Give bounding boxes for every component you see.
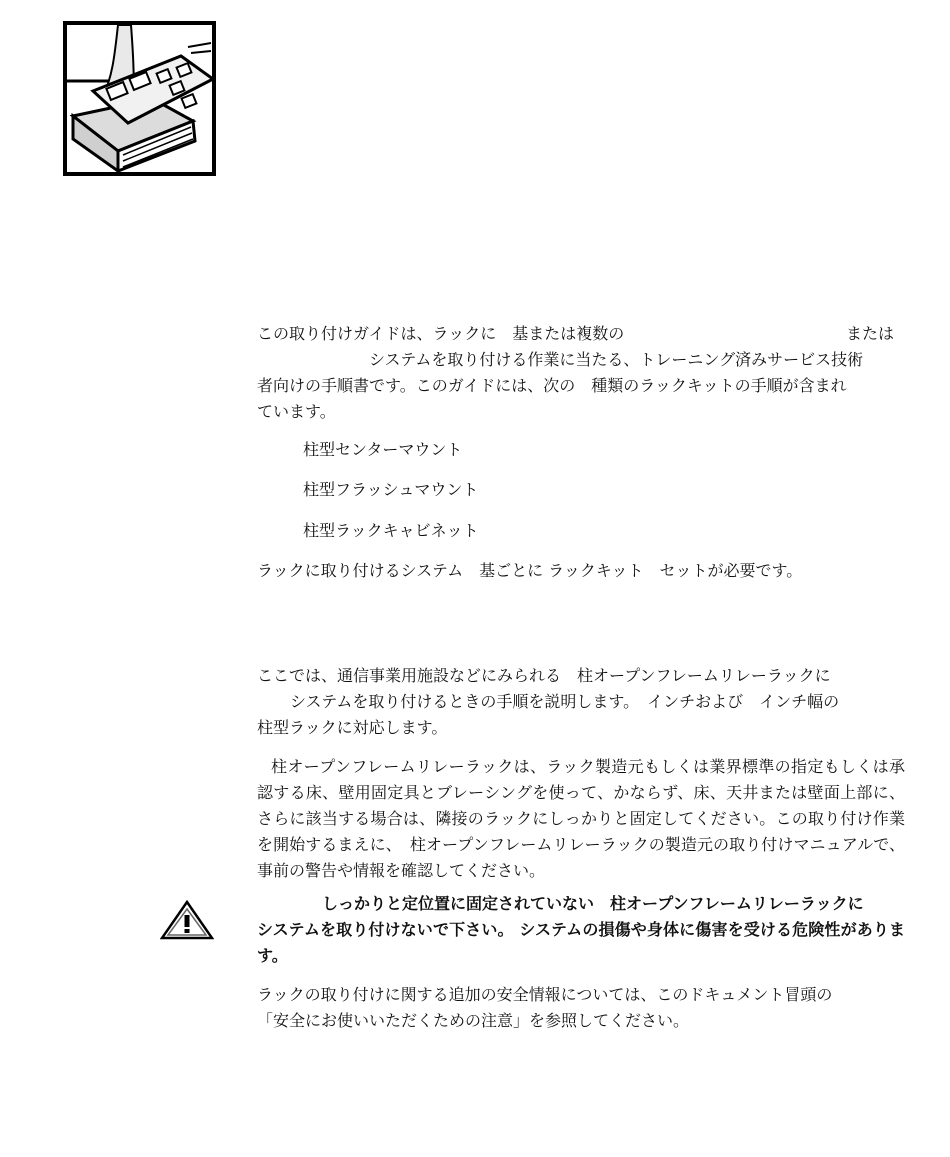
safety-note-line-2: 「安全にお使いいただくための注意」を参照してください。 bbox=[257, 1011, 690, 1030]
kit-item: 柱型センターマウント bbox=[303, 440, 463, 459]
intro-line-1a: この取り付けガイドは、ラックに 基または複数の bbox=[257, 324, 625, 343]
relay-intro-line-1: ここでは、通信事業用施設などにみられる 柱オープンフレームリレーラックに bbox=[257, 666, 831, 685]
kit-item: 柱型フラッシュマウント bbox=[303, 480, 479, 499]
kit-note: ラックに取り付けるシステム 基ごとに ラックキット セットが必要です。 bbox=[257, 561, 803, 580]
warning-text: システムを取り付けないで下さい。 システムの損傷や身体に傷害を受ける危険性があります。 bbox=[257, 920, 905, 965]
intro-line-1b: または bbox=[846, 324, 895, 343]
safety-note-line-1: ラックの取り付けに関する追加の安全情報については、このドキュメント冒頭の bbox=[257, 985, 833, 1004]
book-and-circuit-board-icon bbox=[63, 21, 216, 176]
relay-intro-line-2: システムを取り付けるときの手順を説明します。 インチおよび インチ幅の bbox=[290, 692, 840, 711]
warning-triangle-icon bbox=[160, 900, 214, 940]
relay-intro-line-3: 柱型ラックに対応します。 bbox=[257, 718, 448, 737]
intro-line-2: システムを取り付ける作業に当たる、トレーニング済みサービス技術 bbox=[369, 350, 864, 369]
intro-line-3: 者向けの手順書です。このガイドには、次の 種類のラックキットの手順が含まれ bbox=[257, 376, 847, 395]
intro-line-4: ています。 bbox=[257, 402, 336, 421]
relay-body-paragraph: 柱オープンフレームリレーラックは、ラック製造元もしくは業界標準の指定もしくは承認する床、壁用固定具とブレーシングを使って、かならず、床、天井または壁面上部に、さらに該当する場合は、隣接のラックにしっかりと固定してください。この取り付け作業を開始するまえに、 柱オープンフレームリレーラックの製造元の取り付けマニュアルで、事前の警告や情報を確認してください。 bbox=[257, 757, 905, 880]
kit-item: 柱型ラックキャビネット bbox=[303, 521, 479, 540]
warning-text-line-1: しっかりと定位置に固定されていない 柱オープンフレームリレーラックに bbox=[322, 894, 864, 913]
